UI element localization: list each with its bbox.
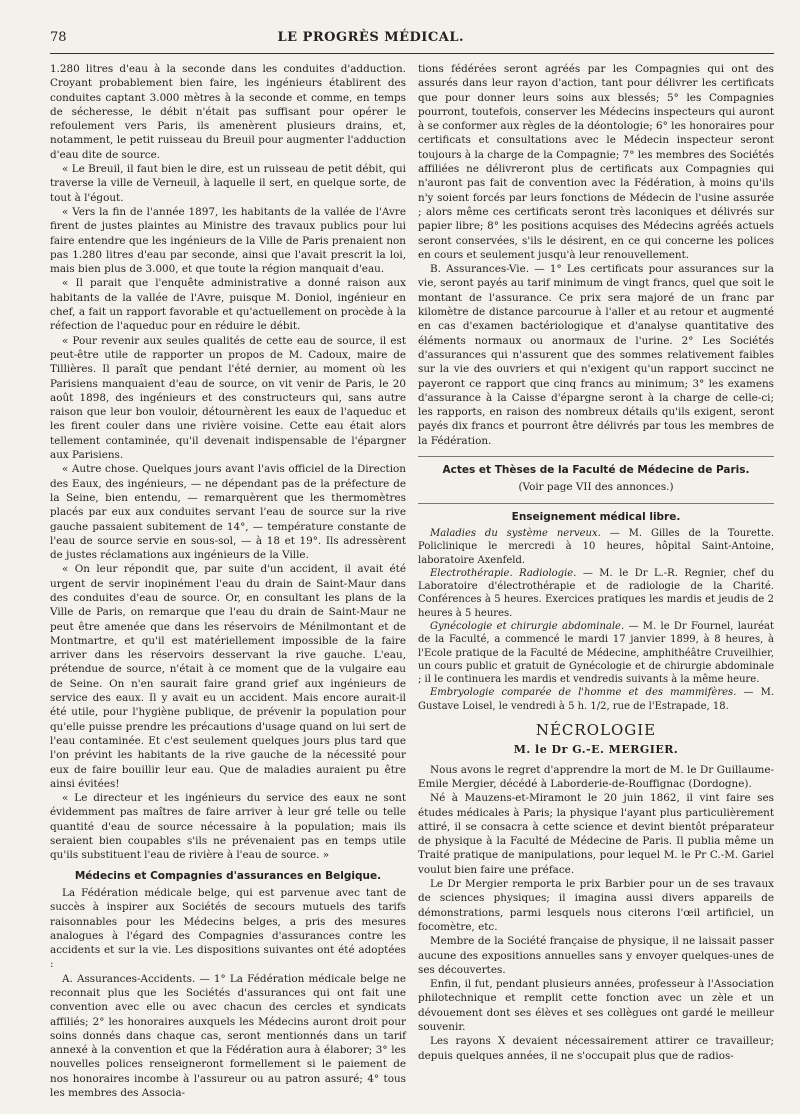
paragraph: tions fédérées seront agréés par les Compagnies qui ont des assurés dans leur rayon d'action, tant pour délivrer les certificats que pour donner leurs soins aux blessés; 5° les Compagnies pourront, toutefois, conserver les Médecins inspecteurs qui auront à se conformer aux règles de la déontologie; 6° les honoraires pour certificats et consultations avec le Médecin inspecteur seront toujours à la charge de la Compagnie; 7° les membres des Sociétés affiliées ne délivreront plus de certificats aux Compagnies qui n'auront pas fait de convention avec la Fédération, à moins qu'ils n'y soient forcés par leurs fonctions de Médecin de l'usine assurée ; alors même ces certificats seront très laconiques et délivrés sur papier libre; 8° les positions acquises des Médecins agréés actuels seront conservées, s'ils le désirent, en ce qui concerne les polices en cours et seulement jusqu'à leur renouvellement.	[418, 63, 774, 261]
course-topic: Embryologie comparée de l'homme et des mammifères.	[430, 687, 737, 699]
divider	[418, 456, 774, 457]
course-entry	[418, 567, 774, 620]
paragraph: A. Assurances-Accidents. — 1° La Fédération médicale belge ne reconnait plus que les Sociétés d'assurances qui ont fait une convention avec elle ou avec chacun des cercles et syndicats affiliés; 2° les honoraires auxquels les Médecins auront droit pour soins donnés dans chaque cas, seront mentionnés dans un tarif annexé à la convention et que la Fédération aura à élaborer; 3° les nouvelles polices renseigneront formellement si le paiement de nos honoraires incombe à l'assureur ou au patron assuré; 4° tous les membres des Associa-	[50, 972, 406, 1100]
running-title: LE PROGRÈS MÉDICAL.	[277, 30, 464, 45]
course-topic: Electrothérapie. Radiologie.	[430, 567, 577, 579]
course-topic: Maladies du système nerveux.	[430, 527, 601, 539]
divider	[418, 503, 774, 504]
paragraph: La Fédération médicale belge, qui est parvenue avec tant de succès à inspirer aux Sociétés de secours mutuels des tarifs raisonnables pour les Médecins belges, a pris des mesures analogues à l'égard des Compagnies d'assurances contre les accidents et sur la vie. Les dispositions suivantes ont été adoptées :	[50, 886, 406, 971]
course-details: — M. le Dr Fournel, lauréat de la Faculté, a commencé le mardi 17 janvier 1899, à 8 heures, à l'Ecole pratique de la Faculté de Médecine, amphithéâtre Cruveilhier, un cours public et gratuit de Gynécologie et de chirurgie abdominale ; il le continuera les mardis et vendredis suivants à la même heure.	[418, 620, 774, 686]
paragraph: B. Assurances-Vie. — 1° Les certificats pour assurances sur la vie, seront payés au tarif minimum de vingt francs, quel que soit le montant de l'assurance. Ce prix sera majoré de un franc par kilomètre de distance parcourue à l'aller et au retour et augmenté en cas d'examen bactériologique et d'analyse quantitative des éléments normaux ou anormaux de l'urine. 2° Les Sociétés d'assurances qui n'assurent que des sommes relativement faibles sur la vie des ouvriers et qui n'exigent qu'un rapport succinct ne payeront ce rapport que cinq francs au minimum; 3° les examens d'assurance à la Caisse d'épargne seront à la charge de celle-ci; les rapports, en raison des nombreux détails qu'ils exigent, seront payés dix francs et pourront être délivrés par tous les membres de la Fédération.	[418, 263, 774, 447]
course-entry	[418, 527, 774, 567]
paragraph: Né à Mauzens-et-Miramont le 20 juin 1862, il vint faire ses études médicales à Paris; la physique l'ayant plus particulièrement attiré, il se consacra à cette science et devint bientôt préparateur de physique à la Faculté de Médecine de Paris. Il publia même un Traité pratique de manipulations, pour lequel M. le Pr C.-M. Gariel voulut bien faire une préface.	[418, 792, 774, 876]
page-header	[50, 30, 774, 54]
paragraph: 1.280 litres d'eau à la seconde dans les conduites d'adduction. Croyant probablement bien faire, les ingénieurs établirent des conduites captant 3.000 mètres à la seconde et comme, en temps de sécheresse, le débit n'était pas suffisant pour opérer le refoulement vers Paris, ils amenèrent plusieurs drains, et, notamment, le petit ruisseau du Breuil pour augmenter l'adduction d'eau dite de source.	[50, 63, 406, 161]
right-column	[418, 62, 774, 1100]
course-details: — M. Gustave Loisel, le vendredi à 5 h. 1/2, rue de l'Estrapade, 18.	[418, 687, 774, 712]
left-column	[50, 62, 406, 1100]
course-details: — M. Gilles de la Tourette. Policlinique le mercredi à 10 heures, hôpital Saint-Antoine, laboratoire Axenfeld.	[418, 527, 774, 566]
paragraph: Le Dr Mergier remporta le prix Barbier pour un de ses travaux de sciences physiques; il imagina aussi divers appareils de démonstrations, parmi lesquels nous citerons l'œil artificiel, un focomètre, etc.	[418, 878, 774, 933]
section-subtitle-actes: (Voir page VII des annonces.)	[518, 481, 674, 494]
course-entry	[418, 686, 774, 713]
paragraph: Les rayons X devaient nécessairement attirer ce travailleur; depuis quelques années, il ne s'occupait plus que de radios-	[418, 1035, 774, 1062]
paragraph: Enfin, il fut, pendant plusieurs années, professeur à l'Association philotechnique et remplit cette fonction avec un zèle et un dévouement dont ses élèves et ses collègues ont gardé le meilleur souvenir.	[418, 978, 774, 1033]
section-title-belgique: Médecins et Compagnies d'assurances en Belgique.	[74, 869, 382, 882]
paragraph: « Le Breuil, il faut bien le dire, est un ruisseau de petit débit, qui traverse la ville de Verneuil, à laquelle il sert, en quelque sorte, de tout à l'égout.	[50, 163, 406, 204]
section-title-actes: Actes et Thèses de la Faculté de Médecine de Paris.	[442, 464, 750, 477]
paragraph: Nous avons le regret d'apprendre la mort de M. le Dr Guillaume-Emile Mergier, décédé à Laborderie-de-Rouffignac (Dordogne).	[418, 763, 774, 790]
course-entry	[418, 620, 774, 686]
paragraph: Membre de la Société française de physique, il ne laissait passer aucune des expositions annuelles sans y envoyer quelques-unes de ses découvertes.	[418, 935, 774, 976]
course-topic: Gynécologie et chirurgie abdominale.	[430, 620, 625, 632]
section-title-enseignement: Enseignement médical libre.	[511, 510, 681, 523]
paragraph: « Autre chose. Quelques jours avant l'avis officiel de la Direction des Eaux, des ingénieurs, — ne dépendant pas de la préfecture de la Seine, bien entendu, — remarquèrent que les thermomètres placés par eux aux conduites servant l'eau de source sur la rive gauche passaient subitement de 14°, — température constante de l'eau de source servie en sous-sol, — à 18 et 19°. Ils adressèrent de justes réclamations aux ingénieurs de la Ville.	[50, 463, 406, 562]
necrologie-name: M. le Dr G.-E. MERGIER.	[513, 743, 679, 757]
course-details: — M. le Dr L.-R. Regnier, chef du Laboratoire d'électrothérapie et de radiologie de la Charité. Conférences à 5 heures. Exercices pratiques les mardis et jeudis de 2 heures à 5 heures.	[418, 567, 775, 619]
paragraph: « On leur répondit que, par suite d'un accident, il avait été urgent de servir inopinément l'eau du drain de Saint-Maur dans des conduites d'eau de source. Or, en consultant les plans de la Ville de Paris, on remarque que l'eau du drain de Saint-Maur ne peut être amenée que dans les réservoirs de Ménilmontant et de Montmartre, et qu'il est matériellement impossible de la faire arriver dans les réservoirs desservant la rive gauche. L'eau, prétendue de source, n'était à ce moment que de la vulgaire eau de Seine. On n'en saurait faire grand grief aux ingénieurs de service des eaux. Il y avait eu un accident. Mais encore aurait-il été utile, pour l'hygiène publique, de prévenir la population pour qu'elle puisse prendre les précautions d'usage quand on lui sert de l'eau contaminée. Et c'est seulement quelques jours plus tard que l'on prévint les habitants de la rive gauche de la nécessité pour eux de faire bouillir leur eau. Que de maladies auraient pu être ainsi évitées!	[50, 563, 406, 790]
paragraph: « Pour revenir aux seules qualités de cette eau de source, il est peut-être utile de rapporter un propos de M. Cadoux, maire de Tillières. Il paraît que pendant l'été dernier, au moment où les Parisiens manquaient d'eau de source, on vit venir de Paris, le 20 août 1898, des ingénieurs et des constructeurs qui, sans autre raison que leur bon vouloir, détournèrent les eaux de l'aqueduc et les firent couler dans une rivière voisine. Cette eau était alors tellement contaminée, qu'il devenait indispensable de l'épargner aux Parisiens.	[50, 334, 406, 462]
paragraph: « Vers la fin de l'année 1897, les habitants de la vallée de l'Avre firent de justes plaintes au Ministre des travaux publics pour lui faire entendre que les ingénieurs de la Ville de Paris prenaient non pas 1.280 litres d'eau par seconde, ainsi que l'avait prescrit la loi, mais bien plus de 3.000, et que toute la région manquait d'eau.	[50, 205, 406, 276]
page-number: 78	[50, 30, 67, 45]
paragraph: « Il parait que l'enquête administrative a donné raison aux habitants de la vallée de l'Avre, puisque M. Doniol, ingénieur en chef, a fait un rapport favorable et qu'actuellement on procède à la réfection de l'aqueduc pour en réduire le débit.	[50, 277, 406, 333]
paragraph: « Le directeur et les ingénieurs du service des eaux ne sont évidemment pas maîtres de faire arriver à leur gré telle ou telle quantité d'eau de source nécessaire à la population; mais ils seraient bien coupables s'ils ne prévenaient pas en temps utile qu'ils substituent l'eau de rivière à l'eau de source. »	[50, 792, 406, 862]
text-columns	[50, 62, 774, 1100]
necrologie-title: NÉCROLOGIE	[535, 721, 657, 740]
